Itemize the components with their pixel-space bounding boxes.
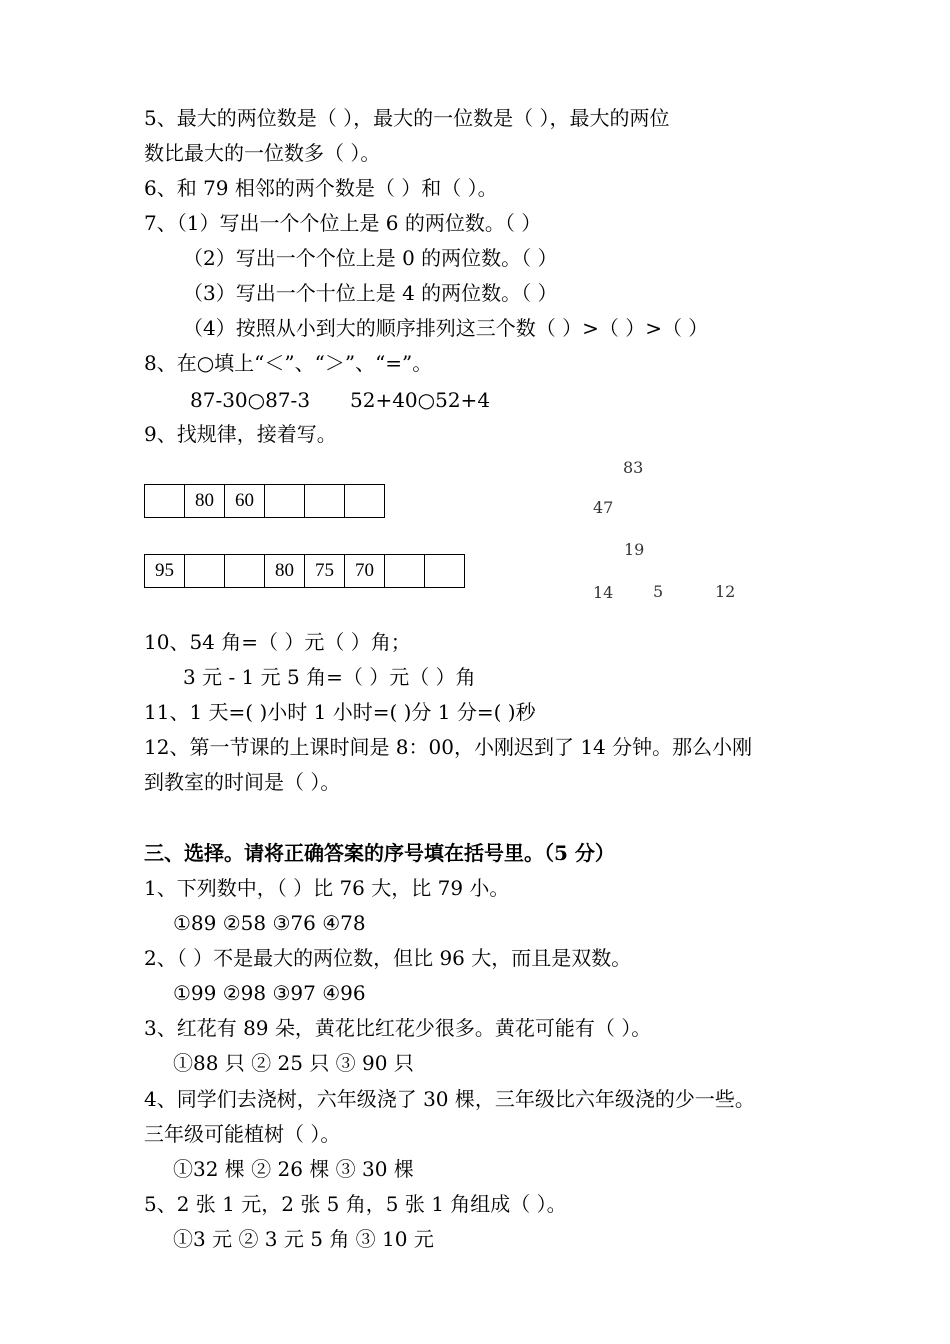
- sequence-1-cell: 60: [225, 485, 265, 518]
- sequence-2-cell: 95: [145, 555, 185, 588]
- sequence-2-cell[interactable]: [385, 555, 425, 588]
- choice-question-4-line-1: 4、同学们去浇树，六年级浇了 30 棵，三年级比六年级浇的少一些。: [144, 1087, 755, 1111]
- scatter-number: 12: [715, 582, 736, 601]
- sequence-2-cell[interactable]: [185, 555, 225, 588]
- question-5-line-1: 5、最大的两位数是（ ），最大的一位数是（ ），最大的两位: [144, 106, 670, 130]
- choice-question-1-options: ①89 ②58 ③76 ④78: [173, 911, 366, 935]
- question-11: 11、1 天=( )小时 1 小时=( )分 1 分=( )秒: [144, 700, 536, 724]
- sequence-1-cell[interactable]: [145, 485, 185, 518]
- question-7-line-2: （2）写出一个个位上是 0 的两位数。（ ）: [183, 246, 558, 270]
- choice-question-1: 1、下列数中，（ ）比 76 大，比 79 小。: [144, 876, 510, 900]
- question-8: 8、在○填上“＜”、“＞”、“=”。: [144, 351, 433, 375]
- question-7-line-4: （4）按照从小到大的顺序排列这三个数（ ）>（ ）>（ ）: [183, 316, 709, 340]
- choice-question-5-options: ①3 元 ② 3 元 5 角 ③ 10 元: [173, 1227, 434, 1251]
- sequence-2-cell: 70: [345, 555, 385, 588]
- question-12-line-2: 到教室的时间是（ ）。: [144, 770, 341, 794]
- section-3-title: 三、选择。请将正确答案的序号填在括号里。（5 分）: [144, 841, 615, 865]
- question-5-line-2: 数比最大的一位数多（ ）。: [144, 141, 381, 165]
- question-6: 6、和 79 相邻的两个数是（ ）和（ ）。: [144, 176, 498, 200]
- scatter-number: 47: [593, 498, 614, 517]
- question-8-expression-2: 52+40○52+4: [350, 388, 491, 412]
- choice-question-3: 3、红花有 89 朵，黄花比红花少很多。黄花可能有（ ）。: [144, 1016, 652, 1040]
- question-10-line-2: 3 元 - 1 元 5 角=（ ）元（ ）角: [183, 665, 476, 689]
- choice-question-4-line-2: 三年级可能植树（ ）。: [144, 1122, 341, 1146]
- scatter-number: 14: [593, 583, 614, 602]
- choice-question-4-options: ①32 棵 ② 26 棵 ③ 30 棵: [173, 1157, 414, 1181]
- question-7-line-1: 7、（1）写出一个个位上是 6 的两位数。（ ）: [144, 211, 542, 235]
- question-10-line-1: 10、54 角=（ ）元（ ）角；: [144, 630, 411, 654]
- scatter-number: 83: [623, 458, 644, 477]
- sequence-2-cell: 80: [265, 555, 305, 588]
- sequence-2-cell: 75: [305, 555, 345, 588]
- question-9: 9、找规律，接着写。: [144, 422, 337, 446]
- sequence-table-2: [144, 554, 465, 588]
- question-8-expression-1: 87-30○87-3: [190, 388, 311, 412]
- sequence-2-cell[interactable]: [225, 555, 265, 588]
- sequence-1-cell: 80: [185, 485, 225, 518]
- choice-question-2-options: ①99 ②98 ③97 ④96: [173, 981, 366, 1005]
- sequence-1-cell[interactable]: [345, 485, 385, 518]
- question-7-line-3: （3）写出一个十位上是 4 的两位数。（ ）: [183, 281, 558, 305]
- sequence-1-cell[interactable]: [265, 485, 305, 518]
- sequence-2-cell[interactable]: [425, 555, 465, 588]
- choice-question-5: 5、2 张 1 元，2 张 5 角，5 张 1 角组成（ ）。: [144, 1192, 567, 1216]
- choice-question-3-options: ①88 只 ② 25 只 ③ 90 只: [173, 1051, 414, 1075]
- sequence-table-1: [144, 484, 385, 518]
- question-12-line-1: 12、第一节课的上课时间是 8：00，小刚迟到了 14 分钟。那么小刚: [144, 735, 753, 759]
- sequence-1-cell[interactable]: [305, 485, 345, 518]
- choice-question-2: 2、（ ）不是最大的两位数，但比 96 大，而且是双数。: [144, 946, 632, 970]
- scatter-number: 19: [624, 540, 645, 559]
- scatter-number: 5: [653, 582, 664, 601]
